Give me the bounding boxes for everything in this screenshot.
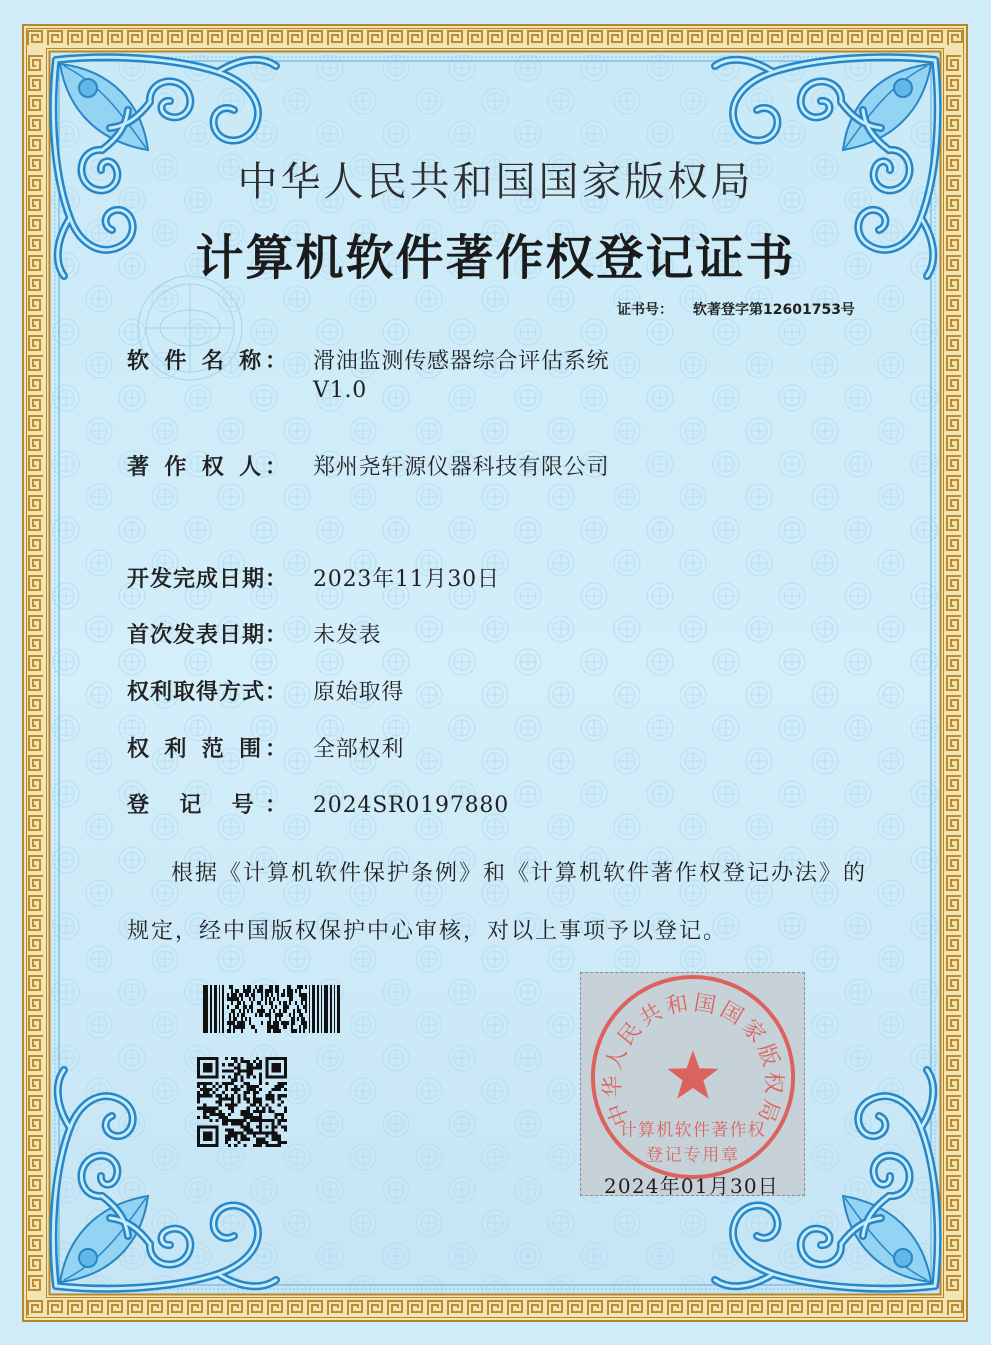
- field-completion-date: [127, 566, 847, 594]
- field-label: 权 利 范 围：: [127, 737, 287, 762]
- seal-box: [580, 972, 805, 1196]
- field-copyright-owner: [127, 454, 847, 482]
- certificate-title: 计算机软件著作权登记证书: [195, 230, 796, 286]
- field-value: 全部权利: [313, 737, 405, 762]
- field-label: 开发完成日期：: [127, 567, 287, 592]
- certificate-number-value: 软著登字第12601753号: [693, 302, 855, 318]
- statement-line-2: 规定，经中国版权保护中心审核，对以上事项予以登记。: [127, 919, 728, 944]
- field-value: 2024SR0197880: [313, 793, 510, 818]
- field-label: 著 作 权 人：: [127, 455, 287, 480]
- field-value: 滑油监测传感器综合评估系统: [313, 349, 610, 374]
- issuer-title: 中华人民共和国国家版权局: [237, 159, 754, 205]
- official-seal: [581, 973, 804, 1195]
- field-registration-number: [127, 792, 847, 820]
- field-label: 首次发表日期：: [127, 623, 287, 648]
- statement-line-1: 根据《计算机软件保护条例》和《计算机软件著作权登记办法》的: [171, 861, 868, 886]
- qr-code-icon: [197, 1057, 287, 1147]
- field-value: 未发表: [313, 623, 382, 648]
- field-value: 郑州尧轩源仪器科技有限公司: [313, 455, 610, 480]
- field-label: 软 件 名 称：: [127, 349, 287, 374]
- certificate-number: [617, 300, 855, 320]
- field-acquisition-method: [127, 679, 847, 707]
- field-label: 登 记 号：: [127, 793, 287, 818]
- field-label: 权利取得方式：: [127, 680, 287, 705]
- seal-ring-text: 中华人民共和国国家版权局: [600, 990, 786, 1129]
- seal-center-line-2: 登记专用章: [645, 1144, 741, 1165]
- star-icon: [668, 1050, 719, 1098]
- field-rights-scope: [127, 736, 847, 764]
- seal-center-line-1: 计算机软件著作权: [619, 1119, 767, 1140]
- field-first-publication-date: [127, 622, 847, 650]
- field-value-version: V1.0: [313, 378, 368, 403]
- barcode-icon: [203, 985, 340, 1033]
- field-value: 原始取得: [313, 680, 405, 705]
- field-value: 2023年11月30日: [313, 567, 500, 592]
- certificate-number-label: 证书号：: [617, 302, 673, 318]
- issue-date: 2024年01月30日: [604, 1174, 779, 1198]
- field-software-name: [127, 348, 847, 376]
